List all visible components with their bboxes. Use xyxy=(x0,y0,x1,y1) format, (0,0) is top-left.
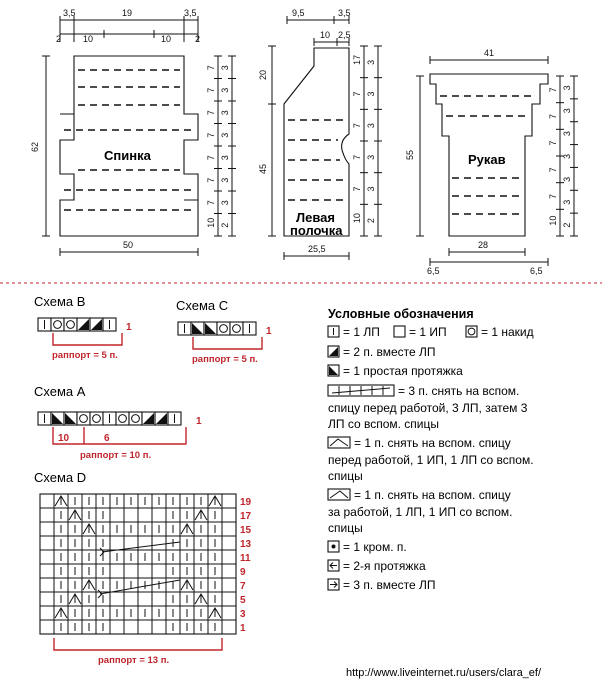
scheme-d-row-number: 17 xyxy=(240,511,252,522)
front-inner-mark: 7 xyxy=(352,91,362,97)
scheme-b-repeat-bracket xyxy=(53,333,122,345)
scheme-d-grid xyxy=(40,494,236,634)
legend-cable-6-line1: = 3 п. снять на вспом. xyxy=(398,384,520,398)
back-inner-mark: 7 xyxy=(206,87,216,93)
sleeve-offset-right: 6,5 xyxy=(530,266,543,276)
legend-yarn-over: = 1 накид xyxy=(481,325,534,339)
sleeve-inner-mark: 7 xyxy=(548,167,558,173)
scheme-a-sub-label-1: 10 xyxy=(58,433,70,444)
sleeve-inner-mark: 7 xyxy=(548,113,558,119)
purl-stitch-icon xyxy=(394,326,405,337)
legend-title: Условные обозначения xyxy=(328,307,474,321)
scheme-b-stitch-cell xyxy=(64,318,77,331)
scheme-b-stitch-cell xyxy=(51,318,64,331)
scheme-a-stitch-cell xyxy=(90,412,103,425)
sleeve-outer-mark: 3 xyxy=(562,153,572,159)
front-inner-mark: 10 xyxy=(352,213,362,224)
sleeve-label: Рукав xyxy=(468,152,506,167)
scheme-c-stitch-cell xyxy=(230,322,243,335)
scheme-d-title: Схема D xyxy=(34,470,87,485)
sleeve-inner-mark: 10 xyxy=(548,215,558,226)
scheme-d-row-number: 9 xyxy=(240,567,246,578)
scheme-a-stitch-cell xyxy=(168,412,181,425)
sleeve-outer-mark: 2 xyxy=(562,222,572,228)
sleeve-outer-mark: 3 xyxy=(562,108,572,114)
scheme-c-row-number: 1 xyxy=(266,326,272,337)
back-outer-mark: 3 xyxy=(220,132,230,138)
scheme-c-title: Схема C xyxy=(176,298,229,313)
front-height-lower: 45 xyxy=(258,163,268,174)
front-top-dim-2: 3,5 xyxy=(338,8,351,18)
front-inner-mark: 7 xyxy=(352,186,362,192)
sleeve-outer-mark: 3 xyxy=(562,131,572,137)
left-front-pattern xyxy=(258,8,382,260)
legend-cross-right-line3: спицы xyxy=(328,469,363,483)
front-label-line1: Левая xyxy=(296,210,335,225)
scheme-d xyxy=(34,470,252,666)
cross-right-icon xyxy=(328,437,350,448)
front-label-line2: полочка xyxy=(290,223,343,238)
back-top-dim-center: 19 xyxy=(122,8,133,18)
scheme-a-stitch-cell xyxy=(155,412,168,425)
back-sub-dim-2: 10 xyxy=(83,34,94,44)
scheme-a-row-number: 1 xyxy=(196,416,202,427)
front-inner-mark: 7 xyxy=(352,154,362,160)
front-sub-dim-2: 2,5 xyxy=(338,30,351,40)
scheme-c-stitch-cell xyxy=(191,322,204,335)
back-outer-mark: 3 xyxy=(220,177,230,183)
back-outer-mark: 3 xyxy=(220,87,230,93)
back-inner-mark: 7 xyxy=(206,132,216,138)
scheme-b-stitch-cell xyxy=(103,318,116,331)
scheme-b-row-number: 1 xyxy=(126,322,132,333)
front-inner-mark: 7 xyxy=(352,123,362,129)
legend-cross-left-line1: = 1 п. снять на вспом. спицу xyxy=(354,488,511,502)
scheme-c-repeat-label: раппорт = 5 п. xyxy=(192,354,258,365)
legend-edge-stitch: = 1 кром. п. xyxy=(343,540,407,554)
back-outer-mark: 3 xyxy=(220,200,230,206)
back-inner-mark: 7 xyxy=(206,200,216,206)
sleeve-pattern xyxy=(405,48,578,276)
scheme-b-repeat-label: раппорт = 5 п. xyxy=(52,350,118,361)
front-outer-mark: 3 xyxy=(366,59,376,65)
back-inner-mark: 10 xyxy=(206,217,216,228)
sleeve-outer-mark: 3 xyxy=(562,176,572,182)
scheme-d-row-number: 5 xyxy=(240,595,246,606)
scheme-d-row-number: 15 xyxy=(240,525,252,536)
sleeve-outer-mark: 3 xyxy=(562,85,572,91)
back-sub-dim-4: 2 xyxy=(195,34,201,44)
sleeve-outer-mark: 3 xyxy=(562,199,572,205)
scheme-a xyxy=(34,384,202,461)
scheme-a-stitch-cell xyxy=(38,412,51,425)
scheme-c-stitch-cell xyxy=(243,322,256,335)
back-inner-mark: 7 xyxy=(206,177,216,183)
legend-second-slip: = 2-я протяжка xyxy=(343,559,426,573)
sleeve-height: 55 xyxy=(405,149,415,160)
legend-cross-right-line1: = 1 п. снять на вспом. спицу xyxy=(354,436,511,450)
scheme-d-row-number: 13 xyxy=(240,539,252,550)
scheme-a-stitch-cell xyxy=(64,412,77,425)
back-top-dim-left: 3,5 xyxy=(63,8,76,18)
scheme-c-stitch-cell xyxy=(217,322,230,335)
front-outer-mark: 3 xyxy=(366,123,376,129)
front-height-upper: 20 xyxy=(258,69,268,80)
front-width: 25,5 xyxy=(308,244,326,254)
legend-cross-left-line2: за работой, 1 ЛП, 1 ИП со вспом. xyxy=(328,505,513,519)
scheme-d-repeat-label: раппорт = 13 п. xyxy=(98,655,170,666)
back-inner-mark: 7 xyxy=(206,155,216,161)
scheme-d-row-number: 3 xyxy=(240,609,246,620)
scheme-c-stitch-cell xyxy=(178,322,191,335)
scheme-a-stitch-cell xyxy=(116,412,129,425)
back-top-dim-right: 3,5 xyxy=(184,8,197,18)
front-sub-dim-1: 10 xyxy=(320,30,331,40)
scheme-a-stitch-cell xyxy=(103,412,116,425)
back-outer-mark: 3 xyxy=(220,155,230,161)
back-sub-dim-1: 2 xyxy=(56,34,62,44)
sleeve-top-width: 41 xyxy=(484,48,495,58)
back-outer-mark: 3 xyxy=(220,110,230,116)
scheme-c xyxy=(176,298,272,365)
sleeve-bottom-width: 28 xyxy=(478,240,489,250)
scheme-b xyxy=(34,294,132,361)
sleeve-offset-left: 6,5 xyxy=(427,266,440,276)
legend-slip-decrease: = 1 простая протяжка xyxy=(343,364,463,378)
scheme-b-stitch-cell xyxy=(90,318,103,331)
scheme-d-row-number: 7 xyxy=(240,581,246,592)
back-pattern xyxy=(30,8,236,256)
back-inner-mark: 7 xyxy=(206,65,216,71)
front-outer-mark: 3 xyxy=(366,154,376,160)
back-outline xyxy=(60,56,198,236)
scheme-a-repeat-label: раппорт = 10 п. xyxy=(80,450,152,461)
scheme-a-stitch-cell xyxy=(129,412,142,425)
back-sub-dim-3: 10 xyxy=(161,34,172,44)
back-width: 50 xyxy=(123,240,134,250)
back-outer-mark: 3 xyxy=(220,65,230,71)
scheme-d-row-number: 19 xyxy=(240,497,252,508)
scheme-a-stitch-cell xyxy=(142,412,155,425)
front-top-dim-1: 9,5 xyxy=(292,8,305,18)
scheme-b-stitch-cell xyxy=(38,318,51,331)
scheme-a-stitch-cell xyxy=(51,412,64,425)
back-label: Спинка xyxy=(104,148,151,163)
front-outer-mark: 3 xyxy=(366,186,376,192)
back-outer-mark: 2 xyxy=(220,222,230,228)
sleeve-inner-mark: 7 xyxy=(548,87,558,93)
front-outer-mark: 2 xyxy=(366,218,376,224)
scheme-c-repeat-bracket xyxy=(193,337,262,349)
back-inner-mark: 7 xyxy=(206,110,216,116)
scheme-a-sub-label-2: 6 xyxy=(104,433,110,444)
legend-knit: = 1 ЛП xyxy=(343,325,380,339)
front-outline xyxy=(284,48,349,236)
legend-k2tog: = 2 п. вместе ЛП xyxy=(343,345,436,359)
legend-purl: = 1 ИП xyxy=(409,325,447,339)
scheme-d-row-number: 11 xyxy=(240,553,251,564)
sleeve-inner-mark: 7 xyxy=(548,193,558,199)
scheme-a-repeat-bracket xyxy=(53,427,186,444)
scheme-a-stitch-cell xyxy=(77,412,90,425)
scheme-d-row-number: 1 xyxy=(240,623,246,634)
legend-cable-6-line3: ЛП со вспом. спицы xyxy=(328,417,440,431)
legend xyxy=(328,307,534,592)
legend-cross-right-line2: перед работой, 1 ИП, 1 ЛП со вспом. xyxy=(328,453,534,467)
legend-cable-6-line2: спицу перед работой, 3 ЛП, затем 3 xyxy=(328,401,528,415)
scheme-c-stitch-cell xyxy=(204,322,217,335)
scheme-b-stitch-cell xyxy=(77,318,90,331)
front-outer-mark: 3 xyxy=(366,91,376,97)
cross-left-icon xyxy=(328,489,350,500)
scheme-a-title: Схема A xyxy=(34,384,86,399)
front-inner-mark: 17 xyxy=(352,54,362,65)
scheme-b-title: Схема B xyxy=(34,294,86,309)
back-height: 62 xyxy=(30,141,40,152)
scheme-d-repeat-bracket xyxy=(54,638,222,650)
legend-cross-left-line3: спицы xyxy=(328,521,363,535)
legend-k3tog: = 3 п. вместе ЛП xyxy=(343,578,436,592)
source-url: http://www.liveinternet.ru/users/clara_ef/ xyxy=(346,667,542,679)
sleeve-inner-mark: 7 xyxy=(548,140,558,146)
